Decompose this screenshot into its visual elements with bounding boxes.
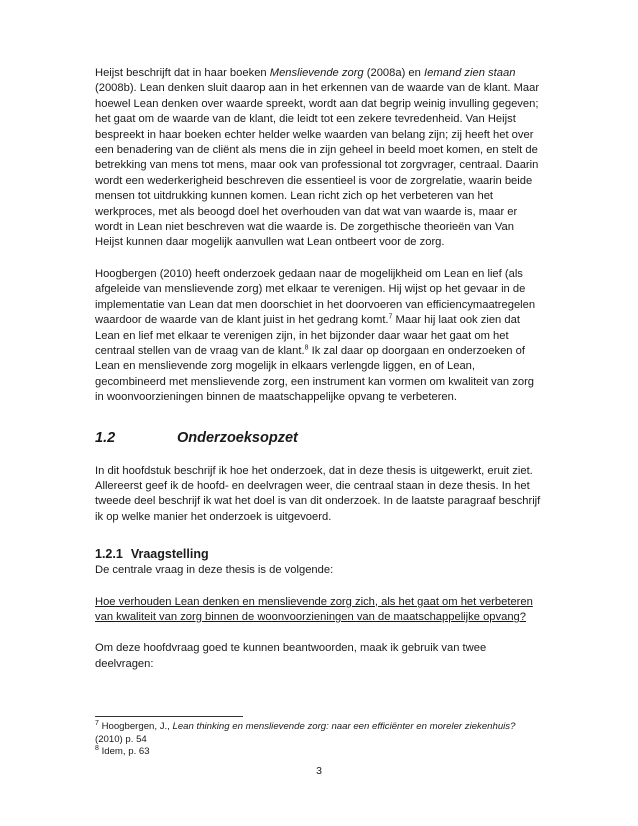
footnote-7: $^7$ Hoogbergen, J., Lean thinking en menslievende zorg: naar een efficiënter en moreler ziekenhuis?	[95, 719, 516, 732]
footnote-ref-7[interactable]: 7	[388, 313, 393, 321]
footnotes	[95, 716, 545, 759]
paragraph-hoogbergen: Hoogbergen (2010) heeft onderzoek gedaan naar de mogelijkheid om Lean en lief (als afgeleide van menslievende zorg) met elkaar te verenigen. Hij wijst op het gevaar in de implementatie van Lean dat men doorschiet in het doorvoeren van efficiencymaatregelen waardoor de waarde van de klant juist in het gedrang komt.$^7$ Maar hij laat ook zien dat Lean en lief met elkaar te verenigen zijn, in het bijzonder daar waar het gaat om het centraal stellen van de vraag van de klant.$^8$ Ik zal daar op doorgaan en onderzoeken of Lean en menslievende zorg mogelijk in elkaars verlengde liggen, en of Lean, gecombineerd met menslievende zorg, een instrument kan vormen om kwaliteit van zorg in woonvoorzieningen binnen de maatschappelijke opvang te verbeteren.	[95, 267, 536, 404]
section-title: Onderzoeksopzet	[177, 429, 298, 446]
central-question: Hoe verhouden Lean denken en menslievende zorg zich, als het gaat om het verbeteren van kwaliteit van zorg binnen de woonvoorzieningen van de maatschappelijke opvang?	[95, 595, 533, 623]
paragraph-central-question-intro: De centrale vraag in deze thesis is de volgende:	[95, 564, 334, 577]
subsection-heading	[95, 547, 545, 561]
footnote-7-continued: (2010) p. 54	[95, 733, 147, 745]
section-number: 1.2	[95, 429, 116, 446]
document-body	[95, 66, 545, 688]
section-heading	[95, 430, 545, 446]
paragraph-intro: In dit hoofdstuk beschrijf ik hoe het onderzoek, dat in deze thesis is uitgewerkt, eruit ziet. Allereerst geef ik de hoofd- en deelvragen weer, die centraal staan in deze thesis. In het tweede deel beschrijf ik wat het doel is van dit onderzoek. In de laatste paragraaf beschrijf ik op welke manier het onderzoek is uitgevoerd.	[95, 464, 541, 523]
book-title: Iemand zien staan	[424, 67, 516, 79]
page-number: 3	[316, 765, 322, 777]
footnote-ref-8[interactable]: 8	[304, 344, 309, 352]
book-title: Menslievende zorg	[269, 67, 364, 79]
footnote-8: $^8$ Idem, p. 63	[95, 744, 150, 757]
footnote-divider	[95, 716, 243, 717]
subsection-title: Vraagstelling	[130, 547, 209, 562]
subsection-number: 1.2.1	[95, 547, 123, 562]
paragraph-subquestions-intro: Om deze hoofdvraag goed te kunnen beantwoorden, maak ik gebruik van twee deelvragen:	[95, 642, 487, 670]
paragraph-heijst: Heijst beschrijft dat in haar boeken Menslievende zorg (2008a) en Iemand zien staan (2008b). Lean denken sluit daarop aan in het erkennen van de waarde van de klant. Maar hoewel Lean denken over waarde spreekt, wordt aan dat begrip weinig invulling gegeven; het gaat om de waarde van de klant, die leidt tot een zekere tevredenheid. Van Heijst bespreekt in haar boeken echter helder welke waarden van belang zijn; zij heeft het over een benadering van de cliënt als mens die in zijn geheel in beeld moet komen, en stelt de betrekking van mens tot mens, maar ook van professional tot zorgvrager, centraal. Daarin wordt een wederkerigheid beschreven die essentieel is voor de zorgrelatie, waarin beide mensen tot uitdrukking kunnen komen. Lean richt zich op het verbeteren van het werkproces, met als beoogd doel het overhouden van dat wat van waarde is, maar er wordt in Lean niet beschreven wat die waarde is. De zorgethische theorieën van Van Heijst kunnen daar mogelijk aanvullen wat Lean ontbeert voor de zorg.	[95, 67, 540, 249]
